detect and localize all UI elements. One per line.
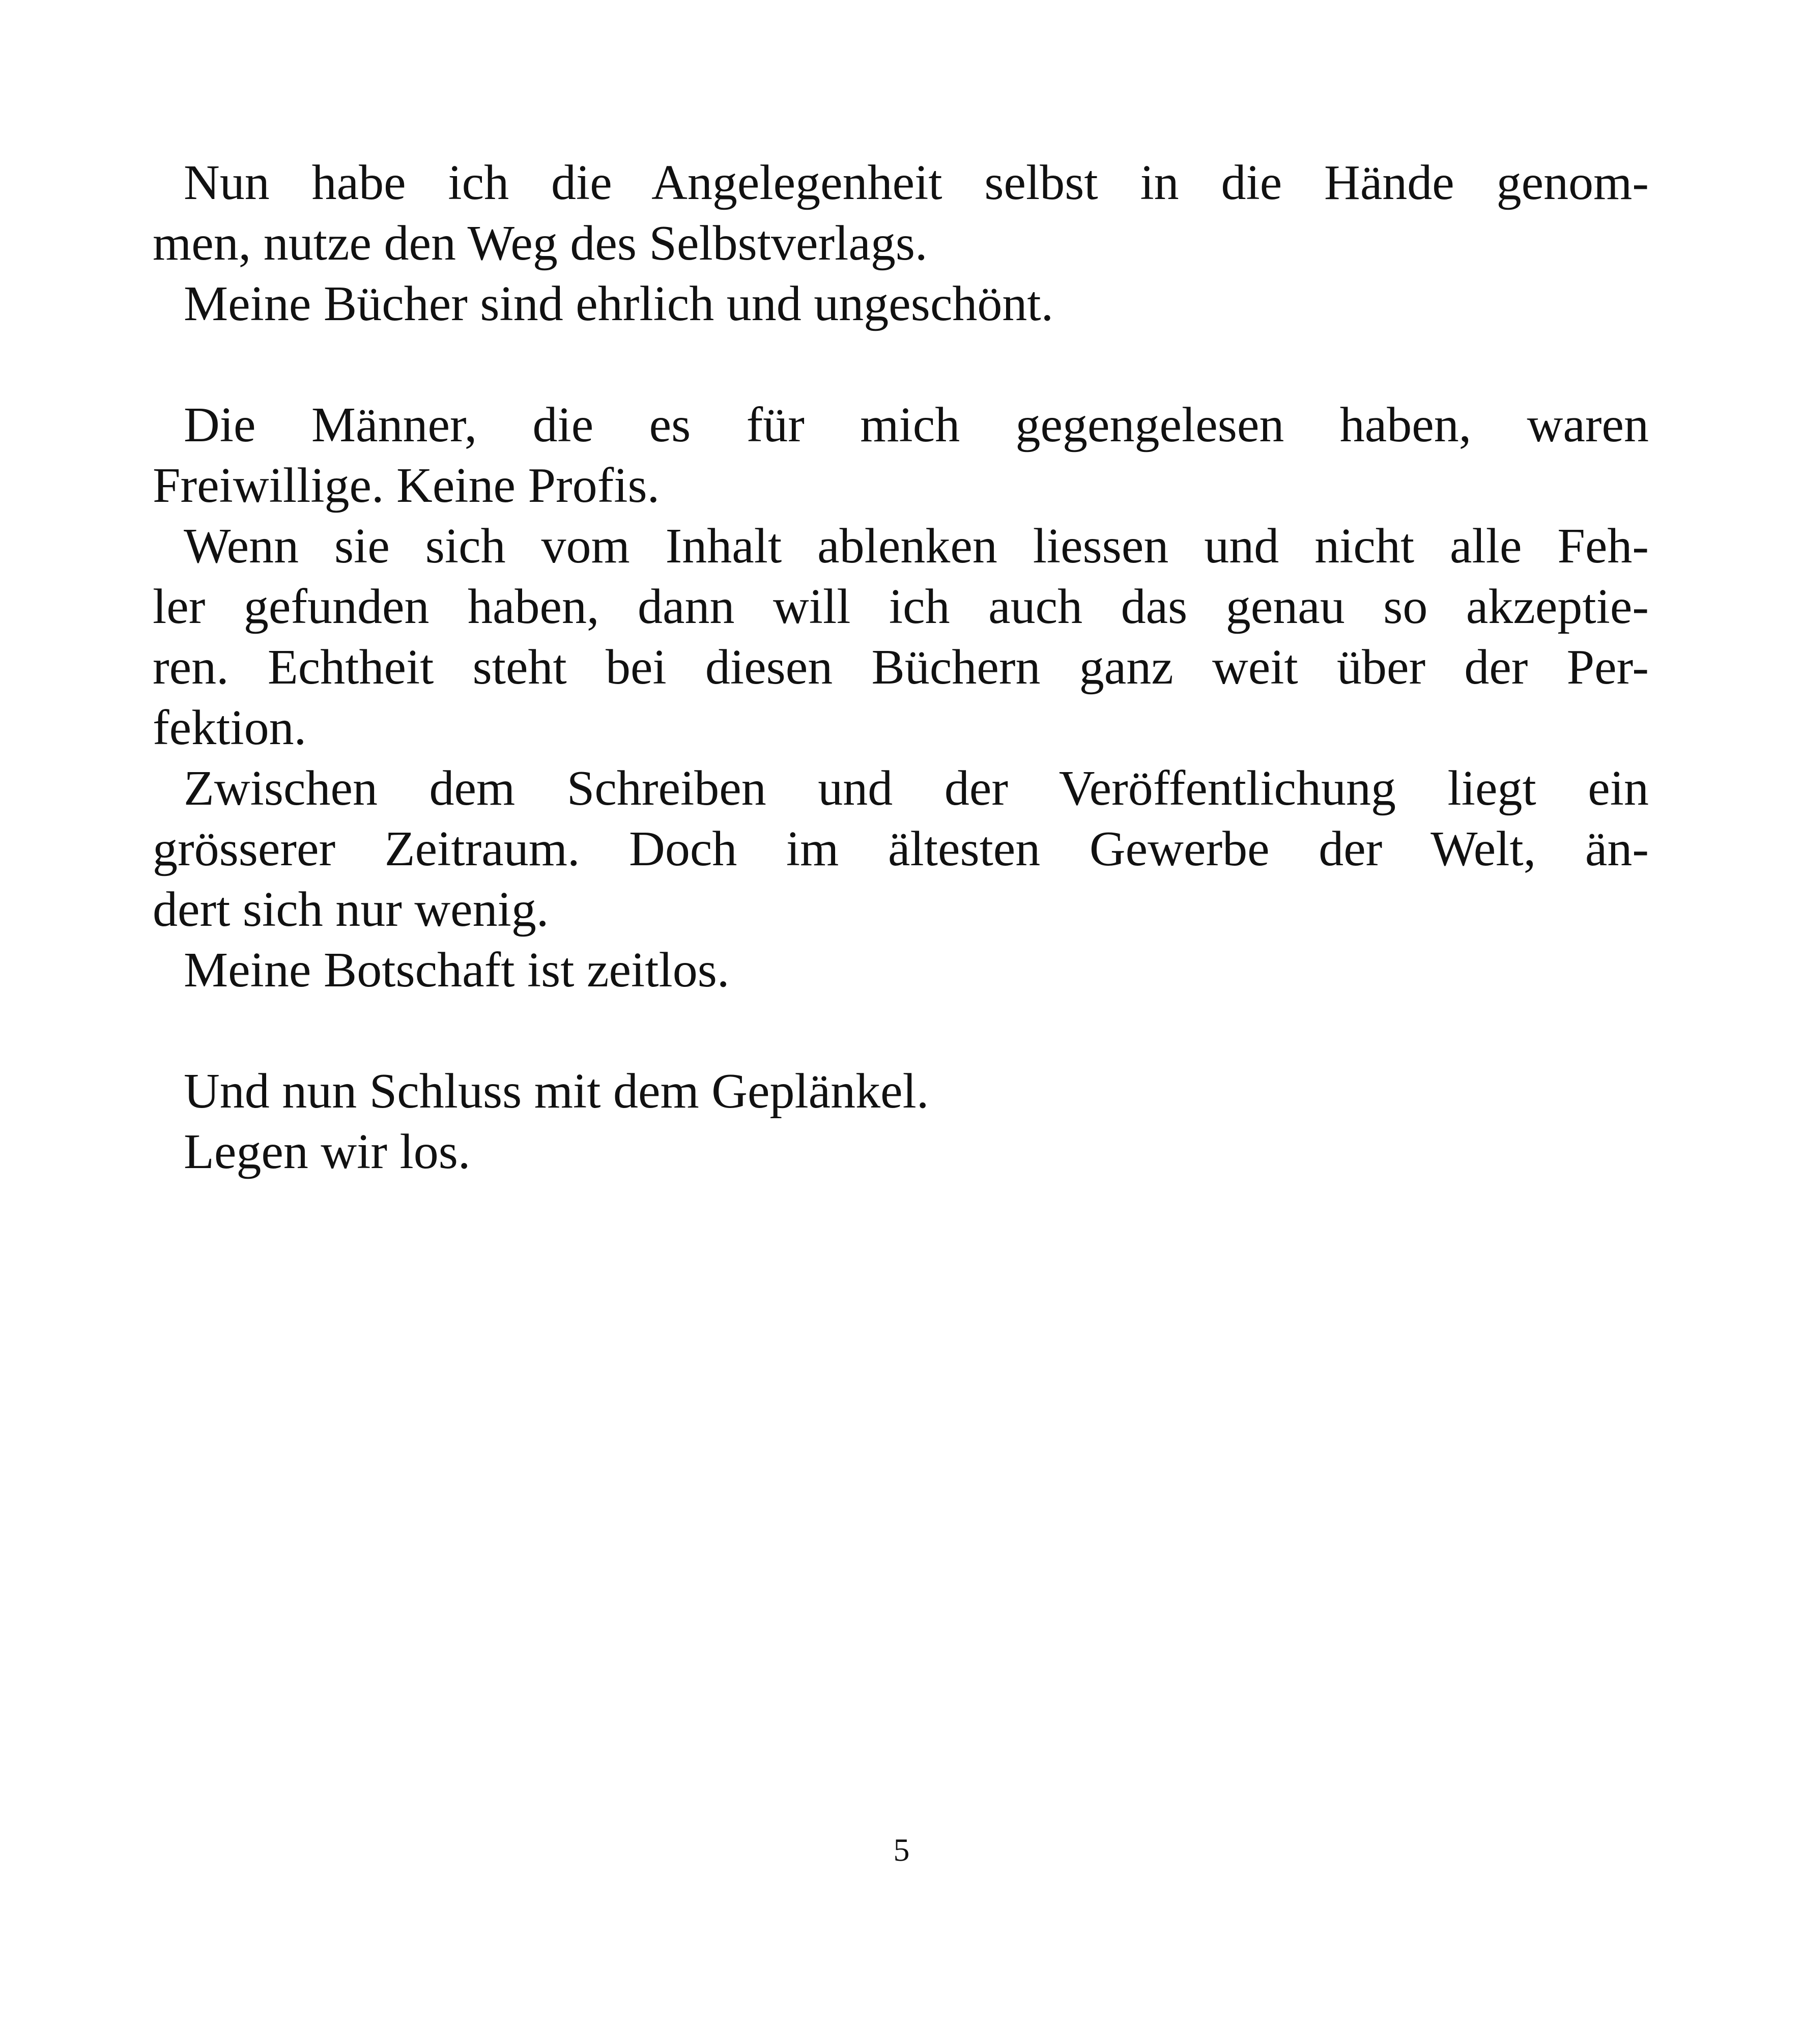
paragraph-gap xyxy=(153,334,1649,395)
text-line: dert sich nur wenig. xyxy=(153,882,549,937)
text-line: Legen wir los. xyxy=(184,1124,471,1179)
text-line: Nun habe ich die Angelegenheit selbst in die Hände genom- xyxy=(184,155,1649,210)
text-line: men, nutze den Weg des Selbstverlags. xyxy=(153,216,928,271)
text-line: Zwischen dem Schreiben und der Veröffentlichung liegt ein xyxy=(184,761,1649,816)
text-line: Die Männer, die es für mich gegengelesen haben, waren xyxy=(184,398,1649,452)
text-line: Wenn sie sich vom Inhalt ablenken liessen und nicht alle Feh- xyxy=(184,519,1649,574)
paragraph-gap xyxy=(153,1001,1649,1061)
body-text xyxy=(153,153,1649,1182)
text-line: Meine Bücher sind ehrlich und ungeschönt. xyxy=(184,276,1054,331)
text-line: grösserer Zeitraum. Doch im ältesten Gewerbe der Welt, än- xyxy=(153,821,1649,876)
page-number: 5 xyxy=(893,1832,910,1868)
text-line: fektion. xyxy=(153,700,307,755)
text-line: Und nun Schluss mit dem Geplänkel. xyxy=(184,1064,929,1119)
text-line: ren. Echtheit steht bei diesen Büchern ganz weit über der Per- xyxy=(153,640,1649,695)
text-line: ler gefunden haben, dann will ich auch das genau so akzeptie- xyxy=(153,579,1649,634)
text-line: Freiwillige. Keine Profis. xyxy=(153,458,660,513)
text-line: Meine Botschaft ist zeitlos. xyxy=(184,943,730,998)
